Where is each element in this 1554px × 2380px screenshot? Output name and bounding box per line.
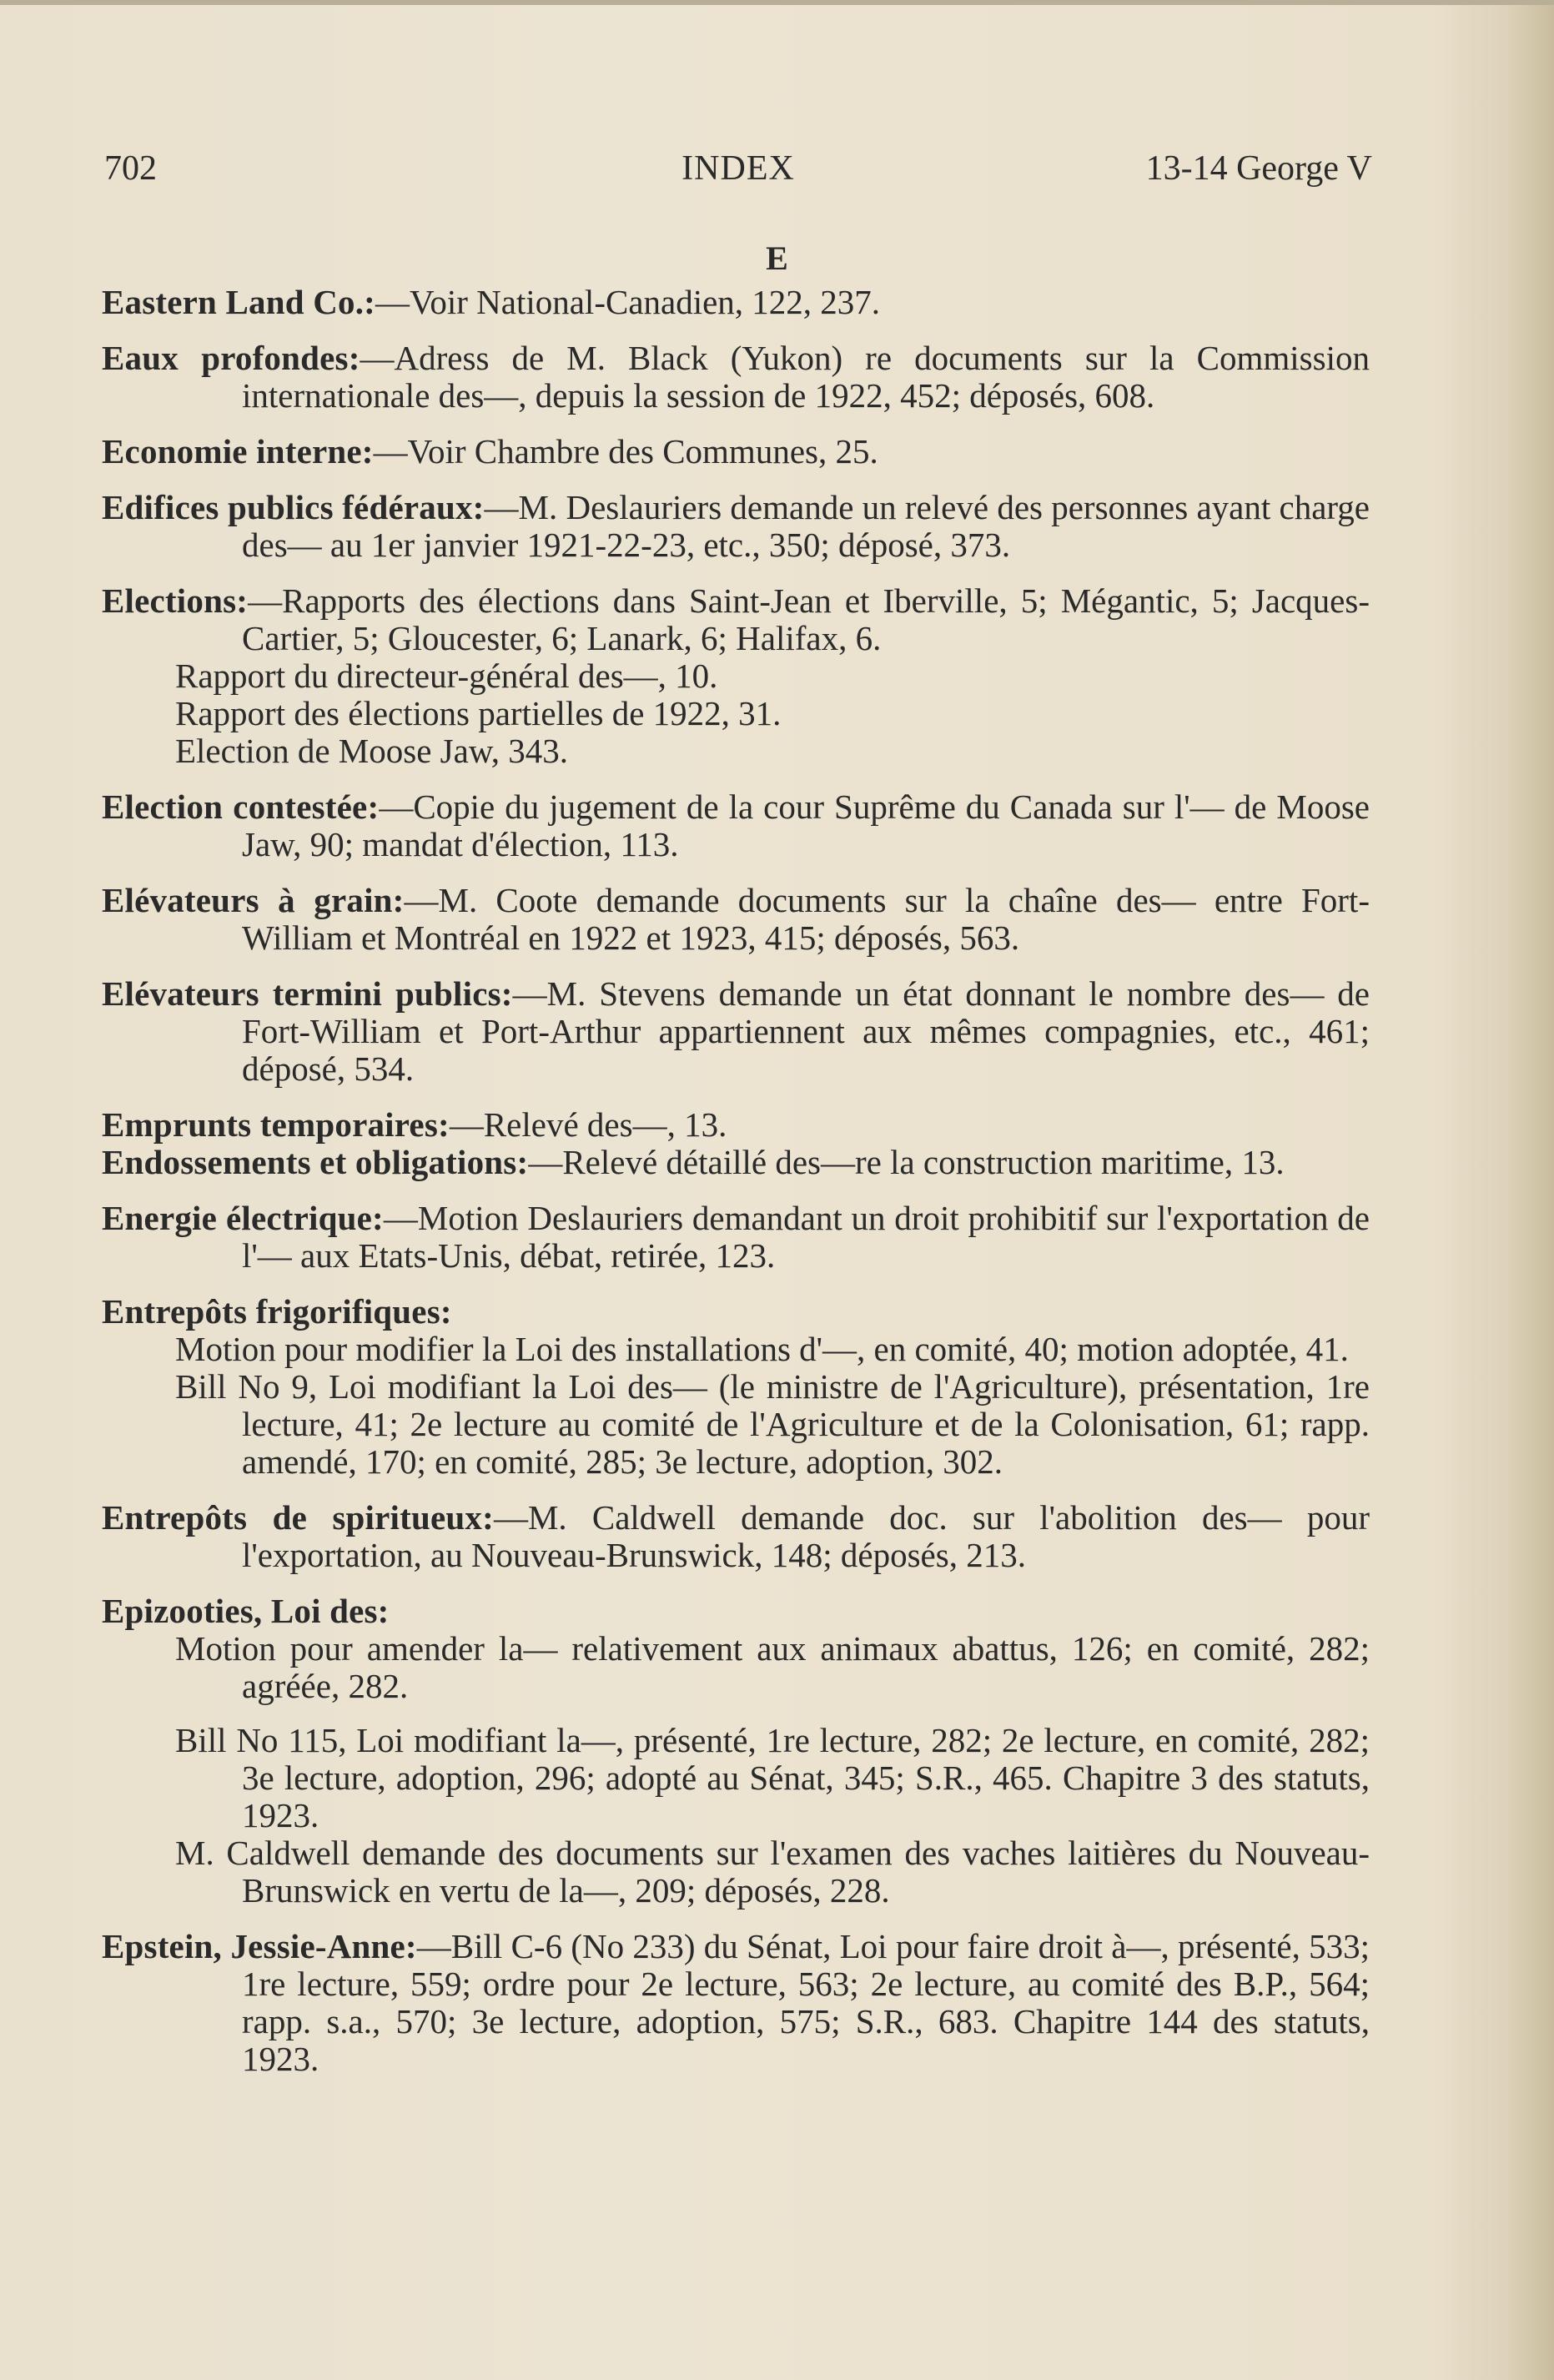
entry-text: —Voir Chambre des Communes, 25. [373, 432, 878, 470]
entry-text: —Copie du jugement de la cour Suprême du Canada sur l'— de Moose Jaw, 90; mandat d'élection, 113. [242, 787, 1370, 863]
entry-text: —M. Coote demande documents sur la chaîne des— entre Fort-William et Montréal en 1922 et 1923, 415; déposés, 563. [242, 881, 1370, 957]
entry-subitem: Rapport des élections partielles de 1922, 31. [175, 694, 782, 732]
entry-subitem: Motion pour amender la— relativement aux animaux abattus, 126; en comité, 282; agréée, 282. [175, 1629, 1370, 1705]
page-number: 702 [104, 149, 157, 188]
index-entry [102, 1144, 1370, 1181]
entry-text: —M. Stevens demande un état donnant le nombre des— de Fort-William et Port-Arthur appartiennent aux mêmes compagnies, etc., 461; déposé, 534. [242, 974, 1370, 1088]
entry-heading: Emprunts temporaires: [102, 1105, 450, 1144]
entry-heading: Economie interne: [102, 432, 374, 470]
entry-subitem: Rapport du directeur-général des—, 10. [175, 657, 718, 695]
index-entry [102, 433, 1370, 470]
entry-subitem: Motion pour modifier la Loi des installations d'—, en comité, 40; motion adoptée, 41. [175, 1330, 1349, 1368]
entry-text: —M. Deslauriers demande un relevé des personnes ayant charge des— au 1er janvier 1921-22-23, etc., 350; déposé, 373. [242, 488, 1370, 564]
entry-subitem: Election de Moose Jaw, 343. [175, 732, 569, 770]
entry-heading: Elections: [102, 581, 249, 620]
page-title: INDEX [681, 149, 795, 188]
index-entry [102, 1200, 1370, 1275]
entry-heading: Elévateurs à grain: [102, 881, 405, 919]
entry-subitem: Bill No 9, Loi modifiant la Loi des— (le ministre de l'Agriculture), présentation, 1re lecture, 41; 2e lecture au comité de l'Agriculture et de la Colonisation, 61; rapp. amendé, 170; en comité, 285; 3e lecture, adoption, 302. [175, 1367, 1370, 1481]
entry-heading: Entrepôts de spiritueux: [102, 1498, 494, 1537]
index-entry [102, 1106, 1370, 1144]
index-entry [102, 882, 1370, 957]
entry-heading: Epstein, Jessie-Anne: [102, 1927, 417, 1965]
index-entry [102, 284, 1370, 321]
entry-text: —Motion Deslauriers demandant un droit prohibitif sur l'exportation de l'— aux Etats-Unis, débat, retirée, 123. [242, 1199, 1370, 1275]
entry-heading: Edifices publics fédéraux: [102, 488, 485, 526]
top-border [0, 0, 1554, 5]
index-entries [102, 284, 1370, 2096]
entry-subitem: M. Caldwell demande des documents sur l'examen des vaches laitières du Nouveau-Brunswick en vertu de la—, 209; déposés, 228. [175, 1834, 1370, 1910]
entry-text: —Bill C-6 (No 233) du Sénat, Loi pour faire droit à—, présenté, 533; 1re lecture, 559; ordre pour 2e lecture, 563; 2e lecture, au comité des B.P., 564; rapp. s.a., 570; 3e lecture, adoption, 575; S.R., 683. Chapitre 144 des statuts, 1923. [242, 1927, 1370, 2078]
entry-text: —Rapports des élections dans Saint-Jean et Iberville, 5; Mégantic, 5; Jacques-Cartier, 5; Gloucester, 6; Lanark, 6; Halifax, 6. [242, 581, 1370, 657]
entry-subitem: Bill No 115, Loi modifiant la—, présenté, 1re lecture, 282; 2e lecture, en comité, 282; 3e lecture, adoption, 296; adopté au Sénat, 345; S.R., 465. Chapitre 3 des statuts, 1923. [175, 1721, 1370, 1834]
running-header [104, 143, 1372, 194]
entry-text: —Voir National-Canadien, 122, 237. [375, 283, 881, 321]
entry-heading: Eastern Land Co.: [102, 283, 376, 321]
entry-heading: Eaux profondes: [102, 339, 360, 377]
entry-heading: Elévateurs termini publics: [102, 974, 513, 1013]
entry-text: —Relevé détaillé des—re la construction maritime, 13. [528, 1143, 1285, 1181]
entry-text: —Adress de M. Black (Yukon) re documents sur la Commission internationale des—, depuis la session de 1922, 452; déposés, 608. [242, 339, 1370, 415]
index-entry [102, 340, 1370, 415]
index-entry [102, 582, 1370, 770]
entry-heading: Endossements et obligations: [102, 1143, 529, 1181]
index-entry [102, 1293, 1370, 1481]
entry-text: —M. Caldwell demande doc. sur l'abolition des— pour l'exportation, au Nouveau-Brunswick, 148; déposés, 213. [242, 1498, 1370, 1574]
index-entry [102, 1593, 1370, 1910]
index-entry [102, 1499, 1370, 1574]
section-letter: E [766, 239, 788, 277]
index-entry [102, 489, 1370, 564]
entry-text: —Relevé des—, 13. [449, 1105, 727, 1144]
reign-label: 13-14 George V [1145, 149, 1372, 188]
index-entry [102, 975, 1370, 1088]
entry-heading: Election contestée: [102, 787, 380, 826]
index-entry [102, 1928, 1370, 2078]
index-entry [102, 788, 1370, 863]
entry-heading: Energie électrique: [102, 1199, 384, 1237]
entry-heading: Entrepôts frigorifiques: [102, 1292, 452, 1331]
entry-heading: Epizooties, Loi des: [102, 1592, 390, 1630]
